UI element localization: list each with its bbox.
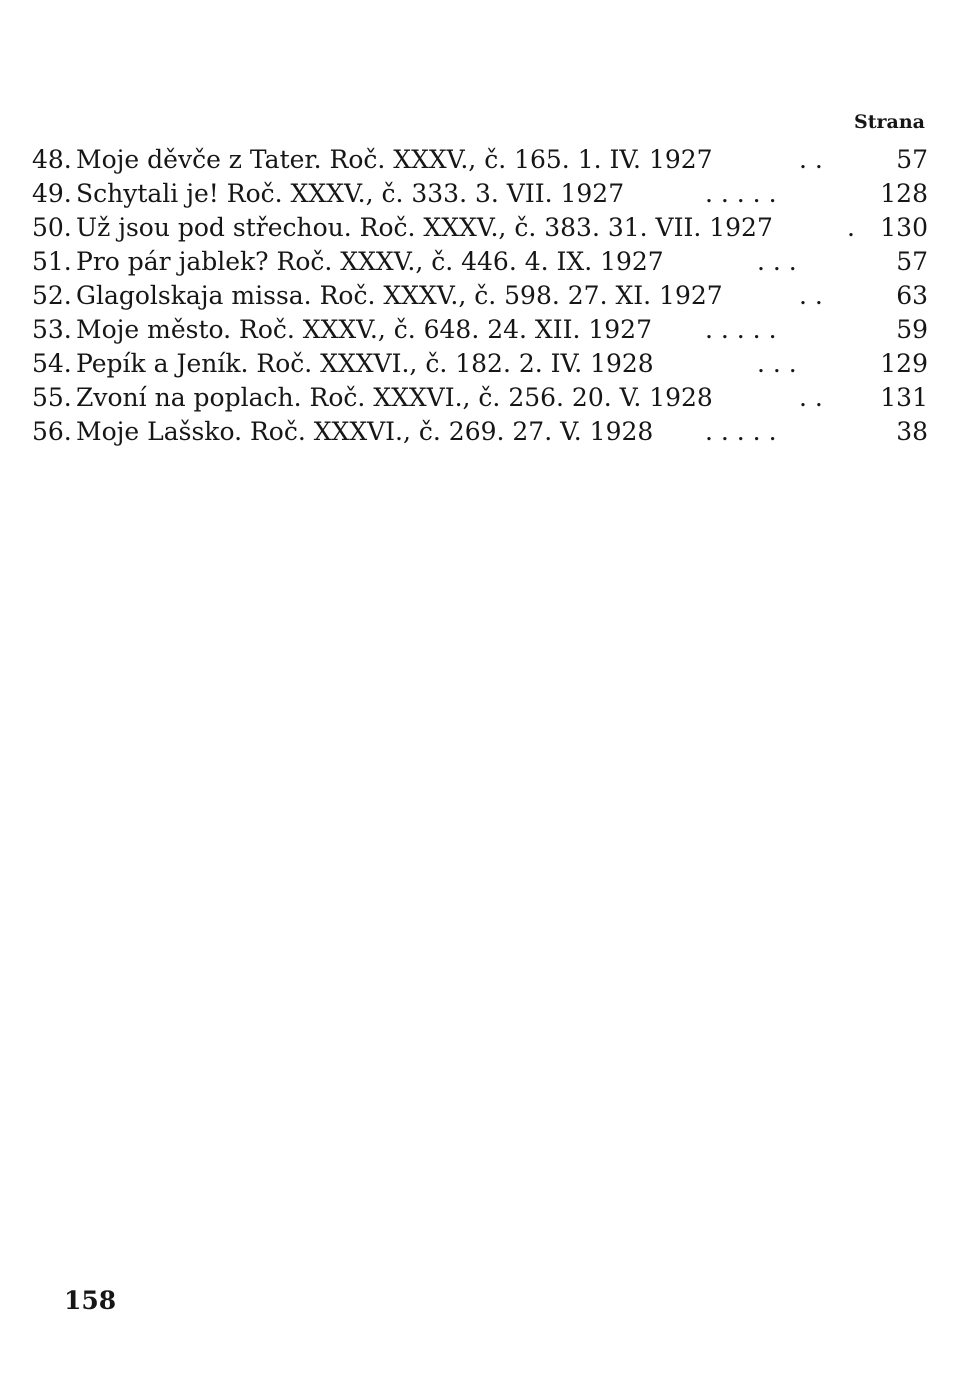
entry-page: 57 bbox=[896, 247, 928, 276]
entry-page: 130 bbox=[880, 213, 928, 242]
toc-entry bbox=[32, 245, 928, 279]
toc-entry bbox=[32, 143, 928, 177]
dot-leader: . . . . . bbox=[705, 315, 777, 344]
entry-page: 129 bbox=[880, 349, 928, 378]
entry-title: Pepík a Jeník. Roč. XXXVI., č. 182. 2. IV. 1928 bbox=[76, 349, 654, 378]
dot-leader: . bbox=[847, 213, 855, 242]
dot-leader: . . . . . bbox=[705, 179, 777, 208]
table-of-contents bbox=[32, 143, 928, 449]
entry-number: 50. bbox=[32, 213, 72, 242]
entry-title: Moje Lašsko. Roč. XXXVI., č. 269. 27. V. 1928 bbox=[76, 417, 654, 446]
dot-leader: . . . . . bbox=[705, 417, 777, 446]
entry-page: 59 bbox=[896, 315, 928, 344]
page-number: 158 bbox=[64, 1286, 117, 1315]
entry-number: 48. bbox=[32, 145, 72, 174]
entry-number: 55. bbox=[32, 383, 72, 412]
entry-title: Schytali je! Roč. XXXV., č. 333. 3. VII. 1927 bbox=[76, 179, 625, 208]
entry-number: 51. bbox=[32, 247, 72, 276]
entry-page: 63 bbox=[896, 281, 928, 310]
toc-entry bbox=[32, 381, 928, 415]
toc-entry bbox=[32, 177, 928, 211]
entry-page: 131 bbox=[880, 383, 928, 412]
toc-entry bbox=[32, 415, 928, 449]
page-column-heading: Strana bbox=[854, 111, 925, 133]
dot-leader: . . . bbox=[757, 349, 797, 378]
entry-title: Pro pár jablek? Roč. XXXV., č. 446. 4. IX. 1927 bbox=[76, 247, 664, 276]
entry-title: Už jsou pod střechou. Roč. XXXV., č. 383. 31. VII. 1927 bbox=[76, 213, 773, 242]
entry-title: Zvoní na poplach. Roč. XXXVI., č. 256. 20. V. 1928 bbox=[76, 383, 713, 412]
entry-title: Moje město. Roč. XXXV., č. 648. 24. XII. 1927 bbox=[76, 315, 652, 344]
entry-page: 57 bbox=[896, 145, 928, 174]
dot-leader: . . bbox=[799, 145, 823, 174]
entry-number: 52. bbox=[32, 281, 72, 310]
toc-entry bbox=[32, 347, 928, 381]
entry-number: 53. bbox=[32, 315, 72, 344]
entry-title: Glagolskaja missa. Roč. XXXV., č. 598. 27. XI. 1927 bbox=[76, 281, 723, 310]
entry-title: Moje děvče z Tater. Roč. XXXV., č. 165. 1. IV. 1927 bbox=[76, 145, 713, 174]
entry-page: 38 bbox=[896, 417, 928, 446]
dot-leader: . . bbox=[799, 281, 823, 310]
entry-page: 128 bbox=[880, 179, 928, 208]
entry-number: 56. bbox=[32, 417, 72, 446]
toc-entry bbox=[32, 279, 928, 313]
toc-entry bbox=[32, 313, 928, 347]
entry-number: 54. bbox=[32, 349, 72, 378]
dot-leader: . . bbox=[799, 383, 823, 412]
dot-leader: . . . bbox=[757, 247, 797, 276]
toc-entry bbox=[32, 211, 928, 245]
entry-number: 49. bbox=[32, 179, 72, 208]
